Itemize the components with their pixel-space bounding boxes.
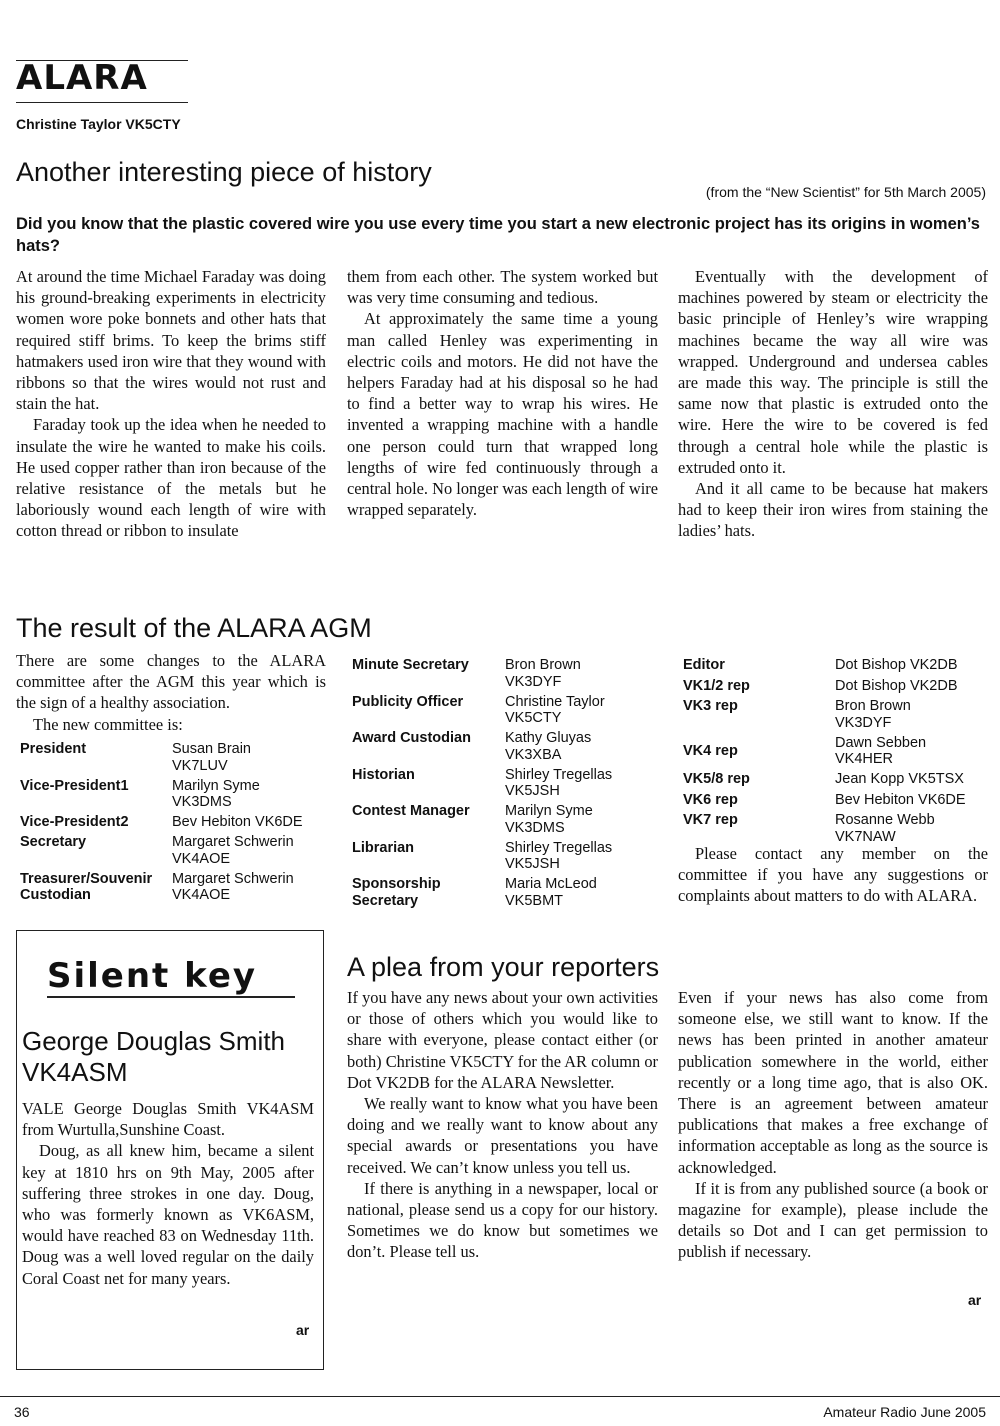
magazine-issue: Amateur Radio June 2005	[823, 1404, 986, 1420]
agm-closing	[678, 843, 988, 907]
committee-row	[352, 730, 672, 763]
paragraph: VALE George Douglas Smith VK4ASM from Wurtulla,Sunshine Coast.	[22, 1099, 314, 1140]
committee-member: Marilyn Syme VK3DMS	[505, 803, 593, 836]
paragraph: We really want to know what you have been doing and we really want to know about any special awards or presentations you have received. We can’t know unless you tell us.	[347, 1094, 658, 1177]
committee-row	[20, 814, 330, 831]
committee-list-2	[352, 657, 672, 913]
page-number: 36	[14, 1404, 30, 1420]
committee-row	[683, 771, 993, 788]
silent-key-text	[22, 1098, 314, 1289]
committee-row	[683, 735, 993, 768]
paragraph: Doug, as all knew him, became a silent key at 1810 hrs on 9th May, 2005 after suffering three strokes in one day. Doug, who was formerly known as VK6ASM, would have reached 83 on Wednesday 11th. Doug was a well loved regular on the daily Coral Coast net for many years.	[22, 1141, 314, 1288]
committee-member: Maria McLeod VK5BMT	[505, 876, 597, 909]
paragraph: If you have any news about your own activities or those of others which you would like to share with everyone, please contact either (or both) Christine VK5CTY for the AR column or Dot VK2DB for the ALARA Newsletter.	[347, 988, 658, 1092]
committee-member: Shirley Tregellas VK5JSH	[505, 839, 613, 872]
committee-member: Marilyn Syme VK3DMS	[172, 777, 260, 810]
committee-role: Historian	[352, 766, 415, 783]
committee-member: Shirley Tregellas VK5JSH	[505, 766, 613, 799]
committee-member: Jean Kopp VK5TSX	[835, 771, 964, 787]
silent-key-rule	[47, 996, 295, 998]
paragraph: Eventually with the development of machines powered by steam or electricity the basic principle of Henley’s wire wrapping machines became the way all wire was wrapped. Underground and undersea cables are made this way. The principle is still the same now that plastic is extruded onto the wire. Here the wire to be covered is fed through a central hole while the plastic is extruded onto it.	[678, 267, 988, 477]
paragraph: The new committee is:	[33, 714, 183, 734]
committee-member: Rosanne Webb VK7NAW	[835, 812, 935, 845]
committee-role: Secretary	[20, 834, 87, 850]
paragraph: If there is anything in a newspaper, local or national, please send us a copy for our history. Sometimes we do know but sometimes we don’t. Please tell us.	[347, 1178, 658, 1262]
byline: Christine Taylor VK5CTY	[16, 116, 181, 132]
committee-role: Vice-President1	[20, 777, 129, 794]
committee-row	[20, 871, 330, 904]
paragraph: There are some changes to the ALARA committee after the AGM this year which is the sign of a healthy association.	[16, 651, 326, 713]
committee-role: VK7 rep	[683, 812, 738, 828]
committee-role: VK5/8 rep	[683, 771, 750, 787]
committee-member: Kathy Gluyas VK3XBA	[505, 730, 592, 763]
plea-column-1	[347, 987, 658, 1263]
agm-heading: The result of the ALARA AGM	[16, 613, 372, 643]
committee-role: Librarian	[352, 839, 415, 856]
end-mark: ar	[968, 1292, 982, 1308]
article-heading: Another interesting piece of history	[16, 157, 432, 187]
committee-row	[20, 741, 330, 774]
plea-heading: A plea from your reporters	[347, 952, 660, 982]
committee-row	[683, 792, 993, 809]
committee-row	[352, 694, 672, 727]
column-title: ALARA	[16, 58, 148, 98]
article-lead: Did you know that the plastic covered wire you use every time you start a new electronic project has its origins in women’s hats?	[16, 215, 980, 255]
committee-row	[20, 778, 330, 811]
committee-role: VK1/2 rep	[683, 677, 750, 694]
committee-list-3	[683, 657, 993, 849]
committee-row	[352, 767, 672, 800]
committee-member: Margaret Schwerin VK4AOE	[172, 834, 294, 867]
committee-member: Susan Brain VK7LUV	[172, 741, 251, 774]
plea-column-2	[678, 987, 988, 1263]
committee-member: Dawn Sebben VK4HER	[835, 734, 927, 767]
end-mark: ar	[296, 1322, 310, 1338]
paragraph: And it all came to be because hat makers had to keep their iron wires from staining the ladies’ hats.	[678, 479, 988, 541]
committee-row	[20, 834, 330, 867]
committee-member: Bev Hebiton VK6DE	[835, 791, 966, 808]
paragraph: Faraday took up the idea when he needed to insulate the wire he wanted to make his coils. He used copper rather than iron because of the relative resistance of the metals but he laboriously wound each length of wire with cotton thread or ribbon to insulate	[16, 415, 326, 541]
committee-member: Bev Hebiton VK6DE	[172, 814, 303, 830]
committee-role: Contest Manager	[352, 803, 470, 819]
committee-row	[352, 803, 672, 836]
committee-member: Christine Taylor VK5CTY	[505, 693, 605, 726]
silent-key-name: George Douglas Smith VK4ASM	[22, 1026, 286, 1087]
committee-member: Bron Brown VK3DYF	[835, 698, 911, 731]
committee-row	[352, 840, 672, 873]
committee-role: Minute Secretary	[352, 657, 469, 673]
committee-member: Bron Brown VK3DYF	[505, 657, 581, 690]
committee-row	[683, 812, 993, 845]
paragraph: At approximately the same time a young man called Henley was experimenting in electric coils and motors. He did not have the helpers Faraday had at his disposal so he had to find a better way to wrap his wires. He invented a wrapping machine with a handle one person could turn that wrapped long lengths of wire fed continuously through a central hole. No longer was each length of wire wrapped separately.	[347, 309, 658, 520]
committee-member: Margaret Schwerin VK4AOE	[172, 870, 294, 903]
masthead-rule-bottom	[16, 102, 188, 103]
paragraph: At around the time Michael Faraday was doing his ground-breaking experiments in electricity women wore poke bonnets and other hats that required stiff brims. To keep the brims stiff hatmakers used iron wire that they wound with ribbons so that the wires would not rust and stain the hat.	[16, 267, 326, 414]
committee-member: Dot Bishop VK2DB	[835, 657, 958, 673]
committee-list-1	[20, 741, 330, 907]
committee-role: VK6 rep	[683, 791, 738, 808]
paragraph: Even if your news has also come from someone else, we still want to know. If the news has been printed in another amateur publication somewhere in the world, either recently or a long time ago, that is also OK. There is an agreement between amateur publications that makes a free exchange of information acceptable as long as the source is acknowledged.	[678, 988, 988, 1177]
paragraph: Please contact any member on the committee if you have any suggestions or complaints about matters to do with ALARA.	[678, 844, 988, 906]
committee-row	[683, 678, 993, 695]
committee-role: Editor	[683, 657, 725, 673]
committee-role: VK3 rep	[683, 698, 738, 714]
footer-rule	[0, 1396, 1000, 1397]
committee-role: VK4 rep	[683, 742, 738, 759]
committee-member: Dot Bishop VK2DB	[835, 677, 958, 694]
committee-role: Publicity Officer	[352, 693, 464, 710]
committee-row	[352, 876, 672, 909]
agm-intro	[16, 650, 326, 735]
article-column-3	[678, 266, 988, 542]
committee-role: Treasurer/Souvenir Custodian	[20, 870, 153, 903]
paragraph: If it is from any published source (a book or magazine for example), please include the details so Dot and I can get permission to publish if necessary.	[678, 1178, 988, 1262]
silent-key-title: Silent key	[47, 956, 258, 996]
article-column-1	[16, 266, 326, 542]
committee-role: Sponsorship Secretary	[352, 876, 441, 909]
committee-role: Award Custodian	[352, 730, 471, 746]
committee-role: Vice-President2	[20, 814, 129, 830]
committee-role: President	[20, 741, 87, 757]
committee-row	[352, 657, 672, 690]
committee-row	[683, 657, 993, 674]
article-source: (from the “New Scientist” for 5th March 2005)	[705, 184, 986, 200]
paragraph: them from each other. The system worked but was very time consuming and tedious.	[347, 267, 658, 308]
article-column-2	[347, 266, 658, 520]
committee-row	[683, 698, 993, 731]
